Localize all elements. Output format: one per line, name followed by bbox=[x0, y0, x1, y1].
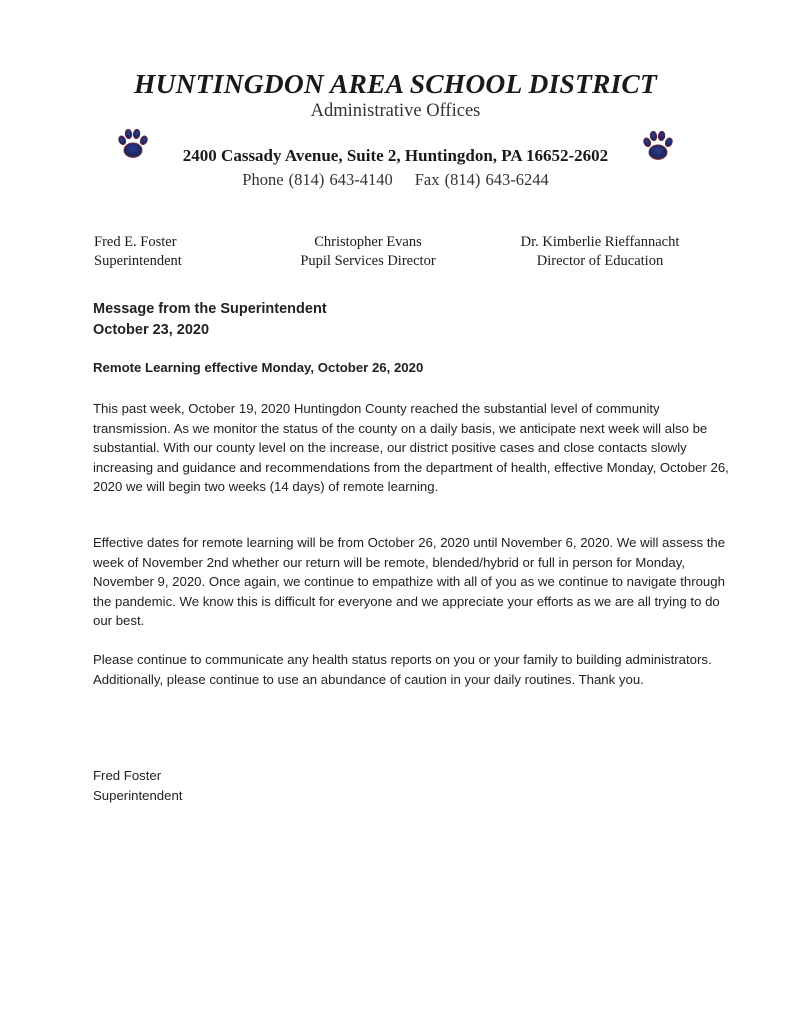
paragraph: Effective dates for remote learning will be from October 26, 2020 until November 6, 2020. We will assess the week of November 2nd whether our return will be remote, blended/hybrid or full in person for Monday, November 9, 2020. Once again, we continue to empathize with all of you as we continue to navigate through the pandemic. We know this is difficult for everyone and we appreciate your efforts as we are all trying to do our best. bbox=[93, 535, 726, 629]
message-title: Message from the Superintendent bbox=[93, 301, 327, 317]
office-subtitle: Administrative Offices bbox=[310, 101, 481, 121]
staff-entry bbox=[505, 233, 695, 271]
phone-number: Phone (814) 643-4140 bbox=[242, 170, 393, 189]
signature-block bbox=[93, 766, 182, 805]
signature-title: Superintendent bbox=[93, 787, 183, 803]
staff-role: Director of Education bbox=[536, 253, 664, 269]
staff-name: Christopher Evans bbox=[314, 234, 422, 250]
fax-number: Fax (814) 643-6244 bbox=[414, 170, 549, 189]
paragraph: Please continue to communicate any health status reports on you or your family to building administrators. Additionally, please continue to use an abundance of caution in your daily routines. Thank you. bbox=[93, 652, 712, 687]
staff-name: Dr. Kimberlie Rieffannacht bbox=[520, 234, 680, 250]
staff-role: Pupil Services Director bbox=[300, 253, 436, 269]
staff-name: Fred E. Foster bbox=[94, 234, 177, 250]
message-subject: Remote Learning effective Monday, October 26, 2020 bbox=[93, 360, 424, 375]
message-heading bbox=[93, 299, 327, 341]
address: 2400 Cassady Avenue, Suite 2, Huntingdon, PA 16652-2602 bbox=[182, 146, 609, 165]
contact-line bbox=[0, 170, 791, 190]
signature-name: Fred Foster bbox=[93, 768, 162, 783]
district-title: HUNTINGDON AREA SCHOOL DISTRICT bbox=[134, 68, 657, 99]
staff-entry bbox=[283, 233, 453, 271]
paragraph: This past week, October 19, 2020 Huntingdon County reached the substantial level of community transmission. As we monitor the status of the county on a daily basis, we anticipate next week will also be substantial. With our county level on the increase, our district positive cases and close contacts slowly increasing and guidance and recommendations from the department of health, effective Monday, October 26, 2020 we will begin two weeks (14 days) of remote learning. bbox=[93, 401, 729, 495]
message-date: October 23, 2020 bbox=[93, 322, 210, 338]
staff-role: Superintendent bbox=[94, 253, 182, 269]
staff-entry bbox=[94, 233, 182, 271]
